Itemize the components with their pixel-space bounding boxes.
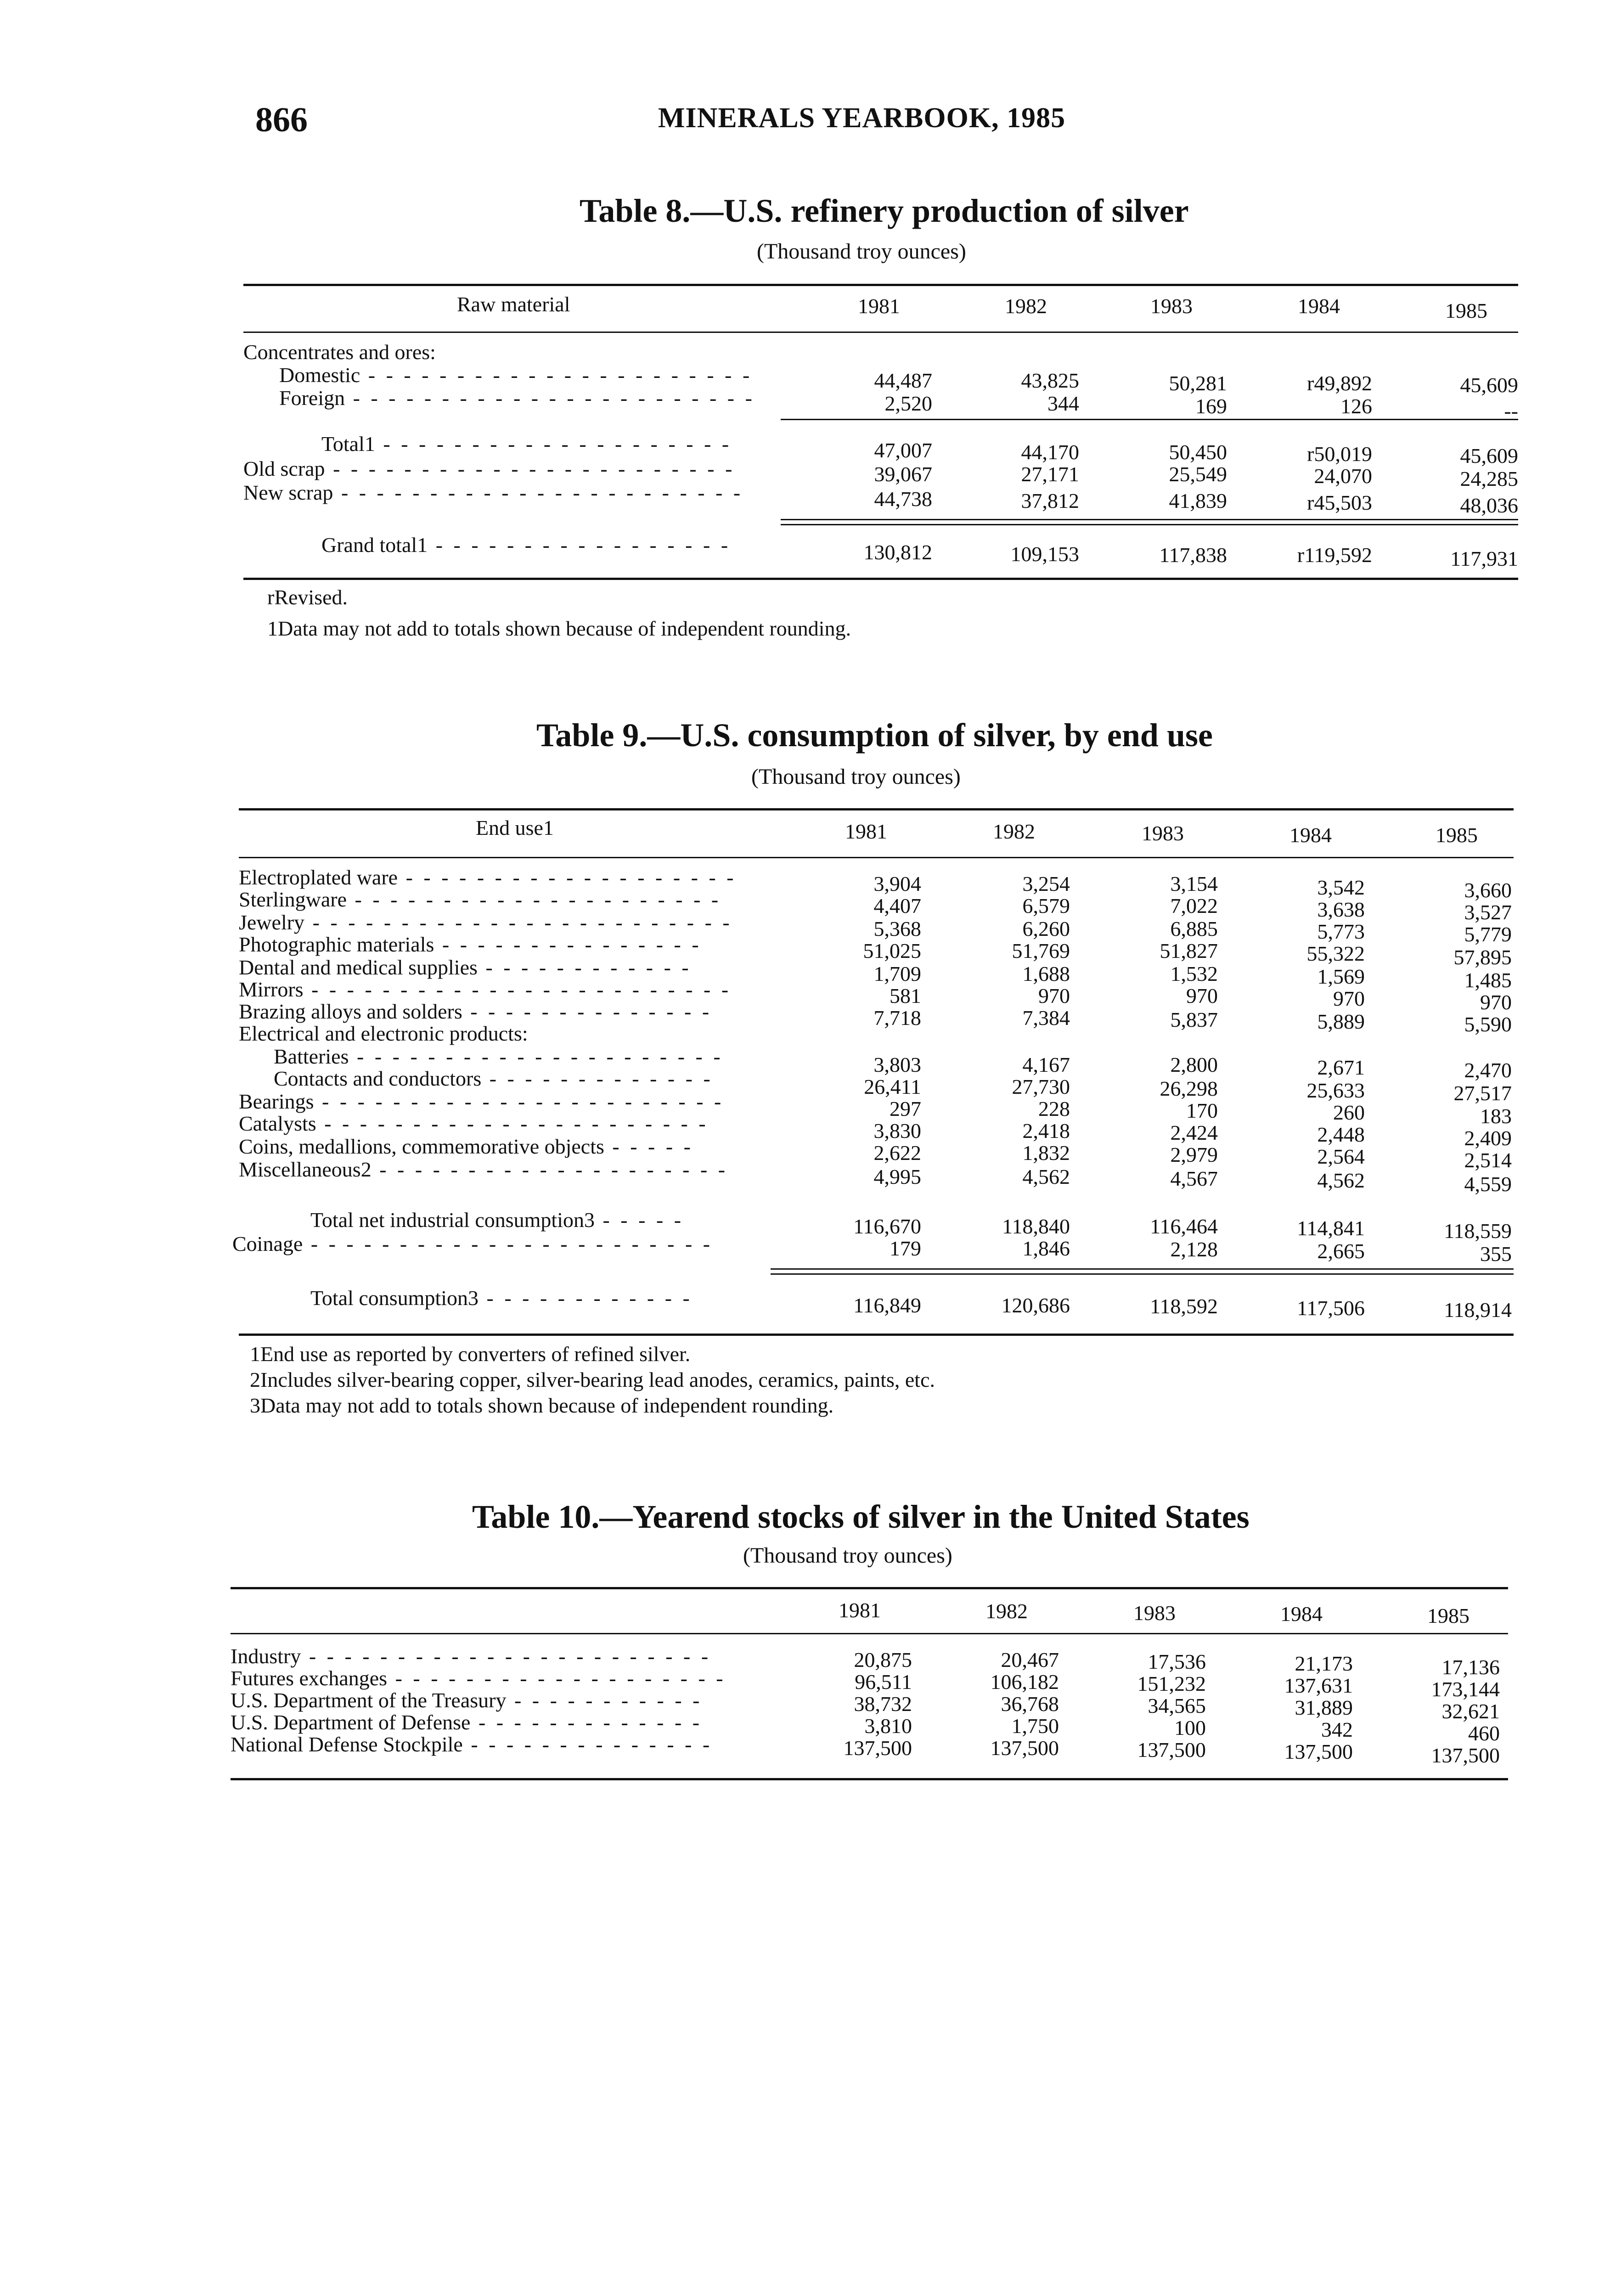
table-9-cell: 2,424	[1170, 1121, 1218, 1144]
row-label-text: U.S. Department of the Treasury	[231, 1688, 507, 1712]
table-8-cell: 117,931	[1450, 547, 1518, 570]
row-label-text: Grand total1	[321, 533, 428, 557]
table-9-year-header: 1984	[1289, 823, 1332, 847]
table-9-cell: 27,730	[1012, 1075, 1070, 1098]
table-9-cell: 2,671	[1317, 1056, 1365, 1079]
table-9-cell: 4,567	[1170, 1167, 1218, 1190]
row-label-text: Dental and medical supplies	[239, 956, 478, 979]
table-9-row-label: Total net industrial consumption3 - - - - -	[310, 1208, 684, 1232]
table-8-cell: 24,285	[1460, 467, 1518, 490]
table-9-cell: 117,506	[1297, 1296, 1365, 1320]
table-8-row-label: New scrap - - - - - - - - - - - - - - - - - - - - - - -	[243, 481, 743, 504]
table-10-cell: 460	[1468, 1722, 1500, 1745]
table-8-year-header: 1983	[1150, 294, 1193, 318]
table-10-cell: 100	[1174, 1716, 1206, 1739]
table-10-subtitle: (Thousand troy ounces)	[743, 1543, 952, 1568]
table-8-cell: 37,812	[1021, 489, 1079, 512]
table-10-cell: 151,232	[1137, 1672, 1206, 1695]
table-9-cell: 1,688	[1022, 962, 1070, 985]
table-9-cell: 6,579	[1022, 894, 1070, 917]
table-10-cell: 20,875	[854, 1648, 912, 1671]
table-9-cell: 3,660	[1464, 878, 1512, 902]
row-label-text: Coinage	[232, 1232, 303, 1255]
table-9-cell: 3,542	[1317, 876, 1365, 899]
table-9-cell: 970	[1038, 984, 1070, 1007]
table-8-cell: 45,609	[1460, 373, 1518, 397]
table-8-cell: 126	[1340, 394, 1372, 418]
row-label-text: Bearings	[239, 1090, 314, 1113]
table-9-cell: 5,889	[1317, 1010, 1365, 1033]
table-9-cell: 179	[889, 1237, 921, 1260]
table-9-row-label: Dental and medical supplies - - - - - - - - - - - -	[239, 956, 692, 979]
table-8-row-label: Old scrap - - - - - - - - - - - - - - - - - - - - - - -	[243, 457, 735, 480]
table-9-cell: 3,154	[1170, 872, 1218, 895]
row-label-text: Old scrap	[243, 457, 325, 480]
table-10-cell: 137,500	[1137, 1738, 1206, 1761]
table-9-cell: 6,260	[1022, 917, 1070, 940]
table-8-cell: 130,812	[863, 540, 932, 564]
table-9-cell: 27,517	[1453, 1081, 1512, 1105]
table-9-cell: 1,846	[1022, 1237, 1070, 1260]
row-label-text: Total1	[321, 432, 375, 456]
table-8-cell: r50,019	[1307, 442, 1372, 466]
table-10-year-header: 1982	[985, 1599, 1028, 1623]
table-8-cell: 41,839	[1169, 489, 1227, 512]
table-8-title: Table 8.—U.S. refinery production of silver	[580, 192, 1189, 229]
table-9-footnote: 2Includes silver-bearing copper, silver-bearing lead anodes, ceramics, paints, etc.	[250, 1368, 935, 1391]
table-9-cell: 5,837	[1170, 1008, 1218, 1031]
table-10-cell: 38,732	[854, 1692, 912, 1716]
table-8-cell: 44,170	[1021, 440, 1079, 464]
table-8-cell: 43,825	[1021, 369, 1079, 392]
table-8-cell: 169	[1195, 394, 1227, 418]
table-9-cell: 2,418	[1022, 1119, 1070, 1142]
table-8-cell: r119,592	[1297, 543, 1372, 567]
row-label-text: Coins, medallions, commemorative objects	[239, 1135, 604, 1158]
table-8-cell: r45,503	[1307, 491, 1372, 514]
table-9-cell: 970	[1480, 990, 1512, 1014]
running-head: MINERALS YEARBOOK, 1985	[658, 102, 1066, 134]
table-9-cell: 260	[1333, 1101, 1365, 1124]
table-9-cell: 1,709	[873, 962, 921, 985]
table-9-cell: 2,470	[1464, 1058, 1512, 1082]
table-9-cell: 4,167	[1022, 1053, 1070, 1076]
row-label-text: Miscellaneous2	[239, 1158, 372, 1181]
table-8-stub-header: Raw material	[457, 293, 570, 316]
table-10-bottom-rule	[231, 1778, 1508, 1780]
page-number: 866	[255, 101, 308, 139]
table-9-cell: 120,686	[1001, 1294, 1070, 1317]
table-8-cell: 50,450	[1169, 440, 1227, 464]
table-9-footnote: 3Data may not add to totals shown because of independent rounding.	[250, 1394, 834, 1417]
table-9-row-label: Brazing alloys and solders - - - - - - - - - - - - - -	[239, 1000, 712, 1023]
table-9-cell: 183	[1480, 1104, 1512, 1128]
row-label-text: Total consumption3	[310, 1286, 479, 1310]
table-9-cell: 118,592	[1150, 1294, 1218, 1318]
table-9-row-label: Photographic materials - - - - - - - - - - - - - - -	[239, 933, 702, 956]
table-8-year-header: 1982	[1005, 294, 1047, 318]
row-label-text: Brazing alloys and solders	[239, 1000, 462, 1023]
row-label-text: Futures exchanges	[231, 1666, 388, 1690]
row-label-text: Electrical and electronic products:	[239, 1022, 528, 1045]
row-label-text: Sterlingware	[239, 888, 347, 911]
table-9-cell: 5,779	[1464, 923, 1512, 946]
table-9-cell: 228	[1038, 1097, 1070, 1120]
table-8-footnote: 1Data may not add to totals shown because of independent rounding.	[267, 617, 851, 640]
table-9-cell: 3,830	[873, 1119, 921, 1142]
table-9-stub-header: End use1	[476, 816, 554, 839]
table-9-row-label: Catalysts - - - - - - - - - - - - - - - - - - - - - -	[239, 1112, 709, 1135]
table-8-cell: 48,036	[1460, 494, 1518, 517]
table-10-cell: 137,500	[1431, 1744, 1500, 1767]
table-9-cell: 3,254	[1022, 872, 1070, 895]
table-10-cell: 36,768	[1001, 1692, 1059, 1716]
row-label-text: National Defense Stockpile	[231, 1733, 463, 1756]
table-10-cell: 173,144	[1431, 1677, 1500, 1701]
table-8-cell: 44,738	[874, 487, 932, 511]
table-9-cell: 2,979	[1170, 1143, 1218, 1166]
table-8-row-label: Foreign - - - - - - - - - - - - - - - - - - - - - - -	[279, 386, 755, 410]
table-10-cell: 34,565	[1148, 1694, 1206, 1717]
table-9-cell: 118,840	[1002, 1215, 1070, 1238]
row-label-text: Jewelry	[239, 911, 305, 934]
table-9-cell: 118,914	[1444, 1298, 1512, 1322]
table-10-row-label: National Defense Stockpile - - - - - - - - - - - - - -	[231, 1733, 713, 1756]
table-8-subtitle: (Thousand troy ounces)	[757, 239, 966, 264]
table-10-cell: 17,136	[1441, 1655, 1500, 1679]
row-label-text: Industry	[231, 1644, 301, 1668]
table-10-cell: 96,511	[855, 1670, 912, 1694]
table-9-cell: 7,022	[1170, 894, 1218, 917]
table-10-year-header: 1984	[1280, 1602, 1323, 1626]
table-8-cell: 50,281	[1169, 371, 1227, 395]
table-9-cell: 26,411	[864, 1075, 921, 1098]
table-9-cell: 5,773	[1317, 920, 1365, 943]
table-8-cell: 27,171	[1021, 462, 1079, 486]
table-10-row-label: Industry - - - - - - - - - - - - - - - - - - - - - - -	[231, 1644, 711, 1668]
table-8-row-label: Domestic - - - - - - - - - - - - - - - - - - - - - -	[279, 363, 753, 387]
table-8-year-header: 1985	[1445, 299, 1487, 322]
table-10-row-label: U.S. Department of Defense - - - - - - - - - - - - -	[231, 1711, 703, 1734]
table-9-cell: 55,322	[1306, 942, 1365, 965]
table-9-title: Table 9.—U.S. consumption of silver, by end use	[536, 717, 1213, 754]
table-10-header-rule	[231, 1633, 1508, 1634]
table-9-cell: 5,368	[873, 917, 921, 940]
table-10-cell: 21,173	[1295, 1652, 1353, 1675]
row-label-text: Contacts and conductors	[274, 1067, 482, 1090]
table-8-section-label: Concentrates and ores:	[243, 340, 436, 364]
table-9-cell: 2,514	[1464, 1148, 1512, 1172]
table-9-year-header: 1981	[845, 820, 887, 843]
table-10-year-header: 1985	[1427, 1604, 1469, 1627]
table-9-cell: 2,800	[1170, 1053, 1218, 1076]
table-10-cell: 137,500	[990, 1736, 1059, 1760]
table-9-row-label: Jewelry - - - - - - - - - - - - - - - - - - - - - - - -	[239, 911, 732, 934]
table-9-cell: 2,409	[1464, 1126, 1512, 1150]
table-8-year-header: 1984	[1298, 294, 1340, 318]
table-9-row-label: Sterlingware - - - - - - - - - - - - - - - - - - - - -	[239, 888, 721, 911]
table-8-cell: 39,067	[874, 462, 932, 486]
row-label-text: Batteries	[274, 1045, 349, 1068]
table-9-cell: 4,562	[1022, 1165, 1070, 1188]
table-8-cell: 45,609	[1460, 444, 1518, 467]
table-9-cell: 1,569	[1317, 965, 1365, 988]
table-8-footnote: rRevised.	[267, 585, 348, 609]
table-9-row-label: Miscellaneous2 - - - - - - - - - - - - - - - - - - - -	[239, 1158, 728, 1181]
table-9-cell: 581	[889, 984, 921, 1007]
table-9-cell: 1,485	[1464, 968, 1512, 992]
table-9-cell: 1,832	[1022, 1141, 1070, 1165]
table-9-cell: 26,298	[1160, 1077, 1218, 1100]
table-10-cell: 106,182	[990, 1670, 1059, 1694]
table-10-year-header: 1983	[1133, 1601, 1176, 1625]
table-9-cell: 57,895	[1453, 945, 1512, 969]
table-9-cell: 2,665	[1317, 1239, 1365, 1263]
row-label-text: Foreign	[279, 386, 345, 410]
table-9-cell: 355	[1480, 1242, 1512, 1266]
table-10-title: Table 10.—Yearend stocks of silver in the United States	[472, 1498, 1250, 1535]
table-8-row-label: Total1 - - - - - - - - - - - - - - - - - - - -	[321, 432, 732, 456]
table-9-cell: 7,718	[873, 1006, 921, 1030]
table-8-cell: 109,153	[1010, 542, 1079, 566]
table-10-cell: 17,536	[1148, 1650, 1206, 1673]
table-9-row-label: Batteries - - - - - - - - - - - - - - - - - - - - -	[274, 1045, 723, 1068]
table-9-cell: 114,841	[1297, 1216, 1365, 1240]
table-9-row-label: Total consumption3 - - - - - - - - - - - -	[310, 1286, 692, 1310]
table-9-cell: 3,904	[873, 872, 921, 895]
table-9-cell: 3,803	[873, 1053, 921, 1076]
table-9-cell: 2,128	[1170, 1238, 1218, 1261]
table-10-cell: 20,467	[1001, 1648, 1059, 1671]
table-9-cell: 1,532	[1170, 962, 1218, 985]
table-9-cell: 51,769	[1012, 939, 1070, 962]
table-9-cell: 2,448	[1317, 1123, 1365, 1146]
table-10-row-label: Futures exchanges - - - - - - - - - - - - - - - - - - -	[231, 1666, 726, 1690]
table-9-cell: 6,885	[1170, 917, 1218, 940]
table-9-cell: 4,407	[873, 894, 921, 917]
table-10-cell: 137,500	[843, 1736, 912, 1760]
table-9-row-label: Coins, medallions, commemorative objects - - - - -	[239, 1135, 693, 1158]
table-9-cell: 297	[889, 1097, 921, 1120]
table-8-cell: 44,487	[874, 369, 932, 392]
table-9-year-header: 1982	[993, 820, 1035, 843]
table-8-cell: 24,070	[1314, 464, 1372, 488]
table-9-cell: 2,564	[1317, 1145, 1365, 1168]
table-8-cell: 344	[1047, 392, 1079, 415]
table-8-row-label: Grand total1 - - - - - - - - - - - - - - - - -	[321, 533, 731, 557]
table-9-cell: 970	[1186, 984, 1218, 1007]
table-10-cell: 137,500	[1284, 1740, 1353, 1763]
table-10-cell: 31,889	[1295, 1696, 1353, 1719]
table-10-top-rule	[231, 1587, 1508, 1589]
table-9-cell: 4,995	[873, 1165, 921, 1188]
table-9-cell: 2,622	[873, 1141, 921, 1165]
row-label-text: Electroplated ware	[239, 866, 398, 889]
table-10-row-label: U.S. Department of the Treasury - - - - - - - - - - -	[231, 1688, 703, 1712]
table-9-cell: 4,559	[1464, 1172, 1512, 1196]
table-9-cell: 116,849	[853, 1294, 921, 1317]
table-9-cell: 3,638	[1317, 898, 1365, 921]
table-9-cell: 25,633	[1306, 1079, 1365, 1102]
table-9-cell: 118,559	[1444, 1219, 1512, 1243]
row-label-text: Photographic materials	[239, 933, 434, 956]
table-8-cell: r49,892	[1307, 371, 1372, 395]
table-9-row-label: Mirrors - - - - - - - - - - - - - - - - - - - - - - - -	[239, 978, 732, 1001]
table-9-footnote: 1End use as reported by converters of refined silver.	[250, 1342, 691, 1366]
table-9-cell: 970	[1333, 987, 1365, 1010]
row-label-text: Catalysts	[239, 1112, 316, 1135]
table-9-cell: 4,562	[1317, 1169, 1365, 1192]
table-9-year-header: 1983	[1142, 822, 1184, 845]
table-10-cell: 1,750	[1011, 1714, 1059, 1738]
table-10-year-header: 1981	[839, 1598, 881, 1622]
table-9-row-label: Electroplated ware - - - - - - - - - - - - - - - - - - -	[239, 866, 737, 889]
table-8-cell: 25,549	[1169, 462, 1227, 486]
table-8-year-header: 1981	[858, 294, 900, 318]
table-10-cell: 3,810	[864, 1714, 912, 1738]
table-9-cell: 51,827	[1160, 939, 1218, 962]
table-9-cell: 5,590	[1464, 1013, 1512, 1036]
table-8-cell: 2,520	[884, 392, 932, 415]
table-9-row-label: Coinage - - - - - - - - - - - - - - - - - - - - - - -	[232, 1232, 713, 1255]
table-9-year-header: 1985	[1435, 823, 1478, 847]
row-label-text: Mirrors	[239, 978, 304, 1001]
table-8-cell: --	[1504, 399, 1518, 422]
table-9-cell: 51,025	[863, 939, 921, 962]
table-9-cell: 3,527	[1464, 900, 1512, 924]
table-9-row-label: Bearings - - - - - - - - - - - - - - - - - - - - - - -	[239, 1090, 724, 1113]
table-10-cell: 32,621	[1441, 1699, 1500, 1723]
table-10-cell: 342	[1321, 1718, 1353, 1741]
row-label-text: New scrap	[243, 481, 333, 504]
row-label-text: Total net industrial consumption3	[310, 1208, 595, 1232]
table-9-cell: 7,384	[1022, 1006, 1070, 1030]
row-label-text: Domestic	[279, 363, 360, 387]
table-9-cell: 116,670	[853, 1215, 921, 1238]
table-8-cell: 117,838	[1159, 543, 1227, 567]
row-label-text: U.S. Department of Defense	[231, 1711, 471, 1734]
table-9-subtitle: (Thousand troy ounces)	[751, 765, 961, 789]
table-9-cell: 116,464	[1150, 1215, 1218, 1238]
table-9-row-label: Contacts and conductors - - - - - - - - - - - - -	[274, 1067, 713, 1090]
table-10-cell: 137,631	[1284, 1674, 1353, 1697]
table-9-cell: 170	[1186, 1099, 1218, 1122]
table-8-cell: 47,007	[874, 439, 932, 462]
